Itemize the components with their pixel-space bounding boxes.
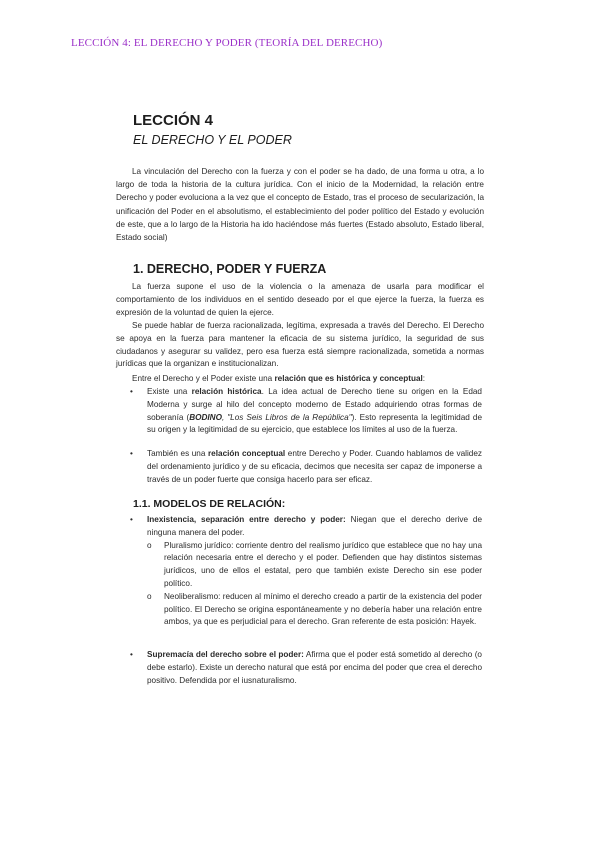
bold-text: relación histórica [191,387,262,396]
list-item [130,386,482,437]
bullet-marker: • [130,449,133,458]
bullet-marker: • [130,650,133,659]
text: Afirma que el poder está sometido al derecho (o debe estarlo). Existe un derecho natural que está por encima del poder que crea el derecho positivo. Defendida por el iusnaturalismo. [147,650,482,685]
sub-list-item [147,591,482,629]
list-item [130,649,482,687]
text: Existe una [147,387,192,396]
section-heading-1-1: 1.1. MODELOS DE RELACIÓN: [133,498,286,510]
text: También es una [147,449,208,458]
text: ). Esto representa la legitimidad de su origen y la legitimidad de su ejercicio, que establece los límites al uso de la fuerza. [147,412,482,435]
bullet-list-modelos [130,514,482,629]
running-header: LECCIÓN 4: EL DERECHO Y PODER (TEORÍA DEL DERECHO) [71,37,383,49]
bold-text: relación conceptual [208,449,286,458]
paragraph-relacion [116,373,484,386]
sub-list-item [147,540,482,591]
paragraph-fuerza-racionalizada: Se puede hablar de fuerza racionalizada, legítima, expresada a través del Derecho. El Derecho se apoya en la fuerza para mantener la eficacia de su sistema jurídico, la seguridad de sus ciudadanos y asegurar su validez, pero esa fuerza está siempre racionalizada, sometida a normas jurídicas que la organizan e institucionalizan. [116,321,484,369]
text: Niegan que el derecho derive de ninguna manera del poder. [147,515,483,537]
lesson-subtitle: EL DERECHO Y EL PODER [133,133,292,147]
text: Entre el Derecho y el Poder existe una [132,374,275,383]
sub-marker: o [147,591,152,601]
text: : [422,374,426,383]
bold-text: Supremacía del derecho sobre el poder: [147,650,304,659]
bullet-marker: • [130,387,133,396]
italic-bold-text: BODINO [189,412,222,422]
intro-paragraph: La vinculación del Derecho con la fuerza y con el poder se ha dado, de una forma u otra, a lo largo de toda la historia de la cultura jurídica. Con el inicio de la Modernidad, la relación entre Derecho y poder evoluciona a la vez que el concepto de Estado, tras el proceso de secularización, la unificación del Poder en el absolutismo, el establecimiento del poder político del Estado y evolución de este, que a lo largo de la Historia ha ido haciéndose más fuertes (Estado absoluto, Estado liberal, Estado social) [116,167,484,243]
italic-text: , "Los Seis Libros de la República" [221,412,352,422]
section-heading-1: 1. DERECHO, PODER Y FUERZA [133,262,327,276]
lesson-title: LECCIÓN 4 [133,112,214,129]
bold-text: relación que es histórica y conceptual [274,374,423,383]
list-item [130,448,482,486]
bullet-list-relacion [130,386,482,437]
paragraph-fuerza: La fuerza supone el uso de la violencia o la amenaza de usarla para modificar el comportamiento de los individuos en el sentido deseado por el que ejerce la fuerza, la fuerza es expresión de la voluntad de quien la ejerce. [116,282,484,317]
text: Neoliberalismo: reducen al mínimo el derecho creado a partir de la existencia del poder político. El Derecho se origina espontáneamente y no debería haber una relación entre ambos, ya que es perjudicial para el derecho. Gran referente de esta posición: Hayek. [164,591,482,627]
bullet-marker: • [130,515,133,524]
text: entre Derecho y Poder. Cuando hablamos de validez del ordenamiento jurídico y de su eficacia, decimos que necesita ser capaz de imponerse a través de un poder fuerte que consiga hacerlo para ser eficaz. [147,449,482,484]
bullet-list-conceptual [130,448,482,486]
text: Pluralismo jurídico: corriente dentro del realismo jurídico que establece que no hay una relación necesaria entre el derecho y el poder. Defienden que hay distintos sistemas jurídicos, uno de ellos el estatal, pero que también existe Derecho sin ese poder político. [164,540,482,588]
bold-text: Inexistencia, separación entre derecho y poder: [147,515,346,524]
list-item [130,514,482,629]
text: . La idea actual de Derecho tiene su origen en la Edad Moderna y surge al hilo del concepto moderno de Estado adquiriendo otras formas de soberanía ( [147,387,482,422]
bullet-list-supremacia [130,649,482,687]
sub-list [147,540,482,630]
sub-marker: o [147,540,152,550]
